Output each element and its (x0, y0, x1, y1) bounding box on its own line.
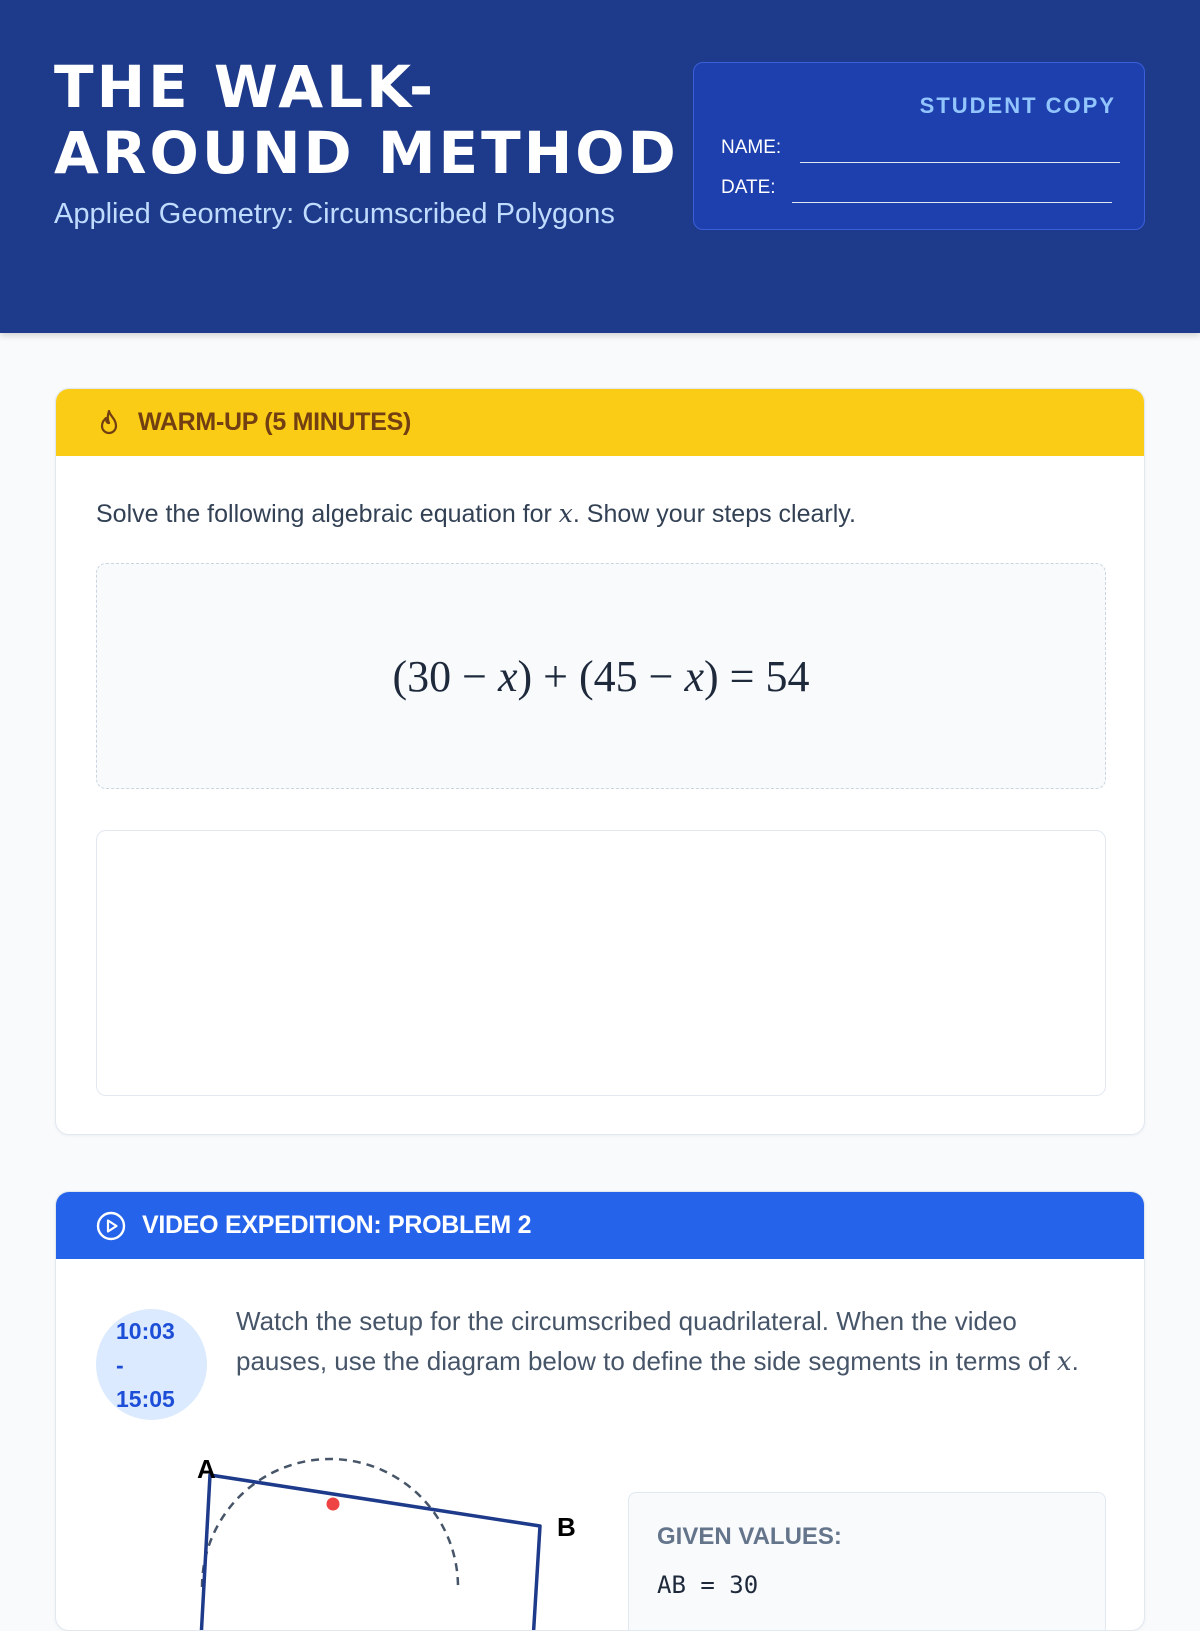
video-timecode-badge (96, 1309, 207, 1420)
instruction-text-end: . Show your steps clearly. (572, 500, 856, 528)
given-value-ab: AB = 30 (657, 1571, 759, 1599)
date-field[interactable] (792, 202, 1112, 203)
instruction-variable: x (558, 499, 573, 528)
equation-term-b: 45 (593, 651, 638, 701)
instruction-text-start: Solve the following algebraic equation for (96, 500, 559, 528)
time-start: 10:03 (116, 1317, 175, 1344)
warmup-heading: WARM-UP (5 MINUTES) (138, 408, 411, 436)
quadrilateral-outline (200, 1475, 540, 1631)
flame-icon (96, 409, 122, 437)
equation-var-2: x (684, 651, 705, 701)
time-end: 15:05 (116, 1385, 175, 1412)
video-heading: VIDEO EXPEDITION: PROBLEM 2 (142, 1211, 532, 1239)
video-text-start: Watch the setup for the circumscribed quadrilateral. When the video pauses, use the diagram below to define the side segments in terms of (236, 1306, 1057, 1376)
page-subtitle: Applied Geometry: Circumscribed Polygons (54, 198, 615, 230)
student-copy-label: STUDENT COPY (919, 93, 1116, 118)
warmup-answer-area[interactable] (96, 830, 1106, 1096)
vertex-b-label: B (557, 1512, 576, 1542)
warmup-instruction (96, 499, 856, 529)
date-label: DATE: (721, 177, 776, 198)
given-values-box (628, 1492, 1106, 1631)
title-line-1: THE WALK- (54, 53, 437, 121)
warmup-header (56, 389, 1144, 456)
name-label: NAME: (721, 137, 782, 158)
page-title (54, 54, 694, 186)
video-text-variable: x (1056, 1347, 1072, 1377)
warmup-card (55, 388, 1145, 1135)
video-card (55, 1191, 1145, 1631)
equation-term-a: 30 (407, 651, 452, 701)
name-field[interactable] (800, 162, 1120, 163)
student-info-box (693, 62, 1145, 230)
title-line-2: AROUND METHOD (54, 119, 679, 187)
equation-result: 54 (765, 651, 810, 701)
equation: (30 − x) + (45 − x) = 54 (392, 651, 810, 701)
tangent-point (327, 1498, 340, 1511)
time-separator: - (116, 1351, 124, 1378)
quadrilateral-diagram (166, 1457, 586, 1631)
video-text-end: . (1071, 1346, 1079, 1376)
equation-box (96, 563, 1106, 789)
page-header (0, 0, 1200, 333)
video-header (56, 1192, 1144, 1259)
equation-var-1: x (498, 651, 518, 701)
video-instructions (236, 1301, 1106, 1382)
play-circle-icon (96, 1211, 126, 1241)
vertex-a-label: A (197, 1457, 216, 1484)
given-values-title: GIVEN VALUES: (657, 1523, 842, 1550)
